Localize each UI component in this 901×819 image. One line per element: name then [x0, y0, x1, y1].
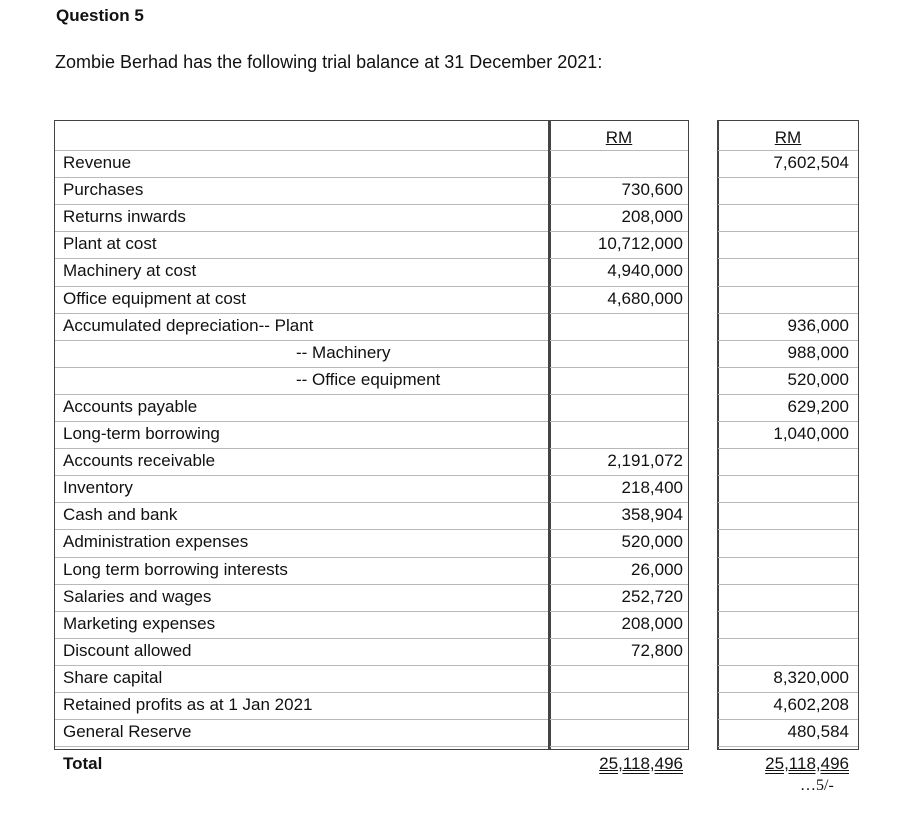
credit-header: RM	[774, 128, 802, 147]
row-credit: 936,000	[787, 316, 849, 335]
total-label: Total	[63, 754, 103, 773]
table-row	[54, 421, 859, 448]
table-row	[54, 231, 859, 258]
table-row	[54, 286, 859, 313]
row-label: Discount allowed	[63, 641, 192, 660]
row-debit: 4,680,000	[607, 289, 683, 308]
table-row	[54, 204, 859, 231]
row-label: Accounts payable	[63, 397, 198, 416]
question-heading: Question 5	[56, 6, 144, 25]
table-row	[54, 692, 859, 719]
row-label: General Reserve	[63, 722, 192, 741]
table-row	[54, 313, 859, 340]
table-row	[54, 638, 859, 665]
table-row	[54, 177, 859, 204]
row-label: Share capital	[63, 668, 163, 687]
table-row	[54, 719, 859, 746]
table-row	[54, 502, 859, 529]
row-credit: 520,000	[787, 370, 849, 389]
table-row	[54, 665, 859, 692]
row-debit: 2,191,072	[607, 451, 683, 470]
row-debit: 208,000	[621, 207, 683, 226]
total-row	[54, 752, 859, 778]
row-label: Long-term borrowing	[63, 424, 220, 443]
row-credit: 4,602,208	[773, 695, 849, 714]
row-label: -- Machinery	[296, 343, 391, 362]
debit-header: RM	[605, 128, 633, 147]
row-label: Administration expenses	[63, 532, 249, 551]
row-divider	[550, 746, 688, 747]
row-debit: 358,904	[621, 505, 683, 524]
row-debit: 218,400	[621, 478, 683, 497]
table-row	[54, 475, 859, 502]
trial-balance-table	[54, 120, 859, 750]
row-label: -- Office equipment	[296, 370, 441, 389]
row-debit: 26,000	[631, 560, 683, 579]
table-row	[54, 150, 859, 177]
row-credit: 629,200	[787, 397, 849, 416]
row-label: Returns inwards	[63, 207, 186, 226]
row-label: Cash and bank	[63, 505, 178, 524]
row-credit: 8,320,000	[773, 668, 849, 687]
row-label: Inventory	[63, 478, 133, 497]
row-label: Accumulated depreciation-- Plant	[63, 316, 314, 335]
row-debit: 730,600	[621, 180, 683, 199]
row-credit: 480,584	[787, 722, 849, 741]
table-row	[54, 394, 859, 421]
row-label: Marketing expenses	[63, 614, 216, 633]
table-row	[54, 340, 859, 367]
row-label: Purchases	[63, 180, 144, 199]
table-row	[54, 529, 859, 556]
row-label: Machinery at cost	[63, 261, 197, 280]
row-divider	[718, 746, 858, 747]
page-continuation: …5/-	[800, 777, 834, 794]
table-row	[54, 448, 859, 475]
row-debit: 10,712,000	[597, 234, 683, 253]
row-debit: 252,720	[621, 587, 683, 606]
table-row	[54, 258, 859, 285]
total-credit: 25,118,496	[765, 754, 849, 773]
row-label: Revenue	[63, 153, 132, 172]
table-row	[54, 557, 859, 584]
row-label: Plant at cost	[63, 234, 157, 253]
row-debit: 72,800	[631, 641, 683, 660]
table-row	[54, 611, 859, 638]
row-label: Accounts receivable	[63, 451, 216, 470]
row-label: Long term borrowing interests	[63, 560, 288, 579]
question-intro: Zombie Berhad has the following trial balance at 31 December 2021:	[55, 52, 603, 72]
row-label: Retained profits as at 1 Jan 2021	[63, 695, 313, 714]
row-credit: 7,602,504	[773, 153, 849, 172]
row-divider	[55, 746, 548, 747]
total-debit: 25,118,496	[599, 754, 683, 773]
row-debit: 520,000	[621, 532, 683, 551]
row-debit: 4,940,000	[607, 261, 683, 280]
table-row	[54, 367, 859, 394]
row-label: Salaries and wages	[63, 587, 212, 606]
row-credit: 988,000	[787, 343, 849, 362]
row-debit: 208,000	[621, 614, 683, 633]
row-label: Office equipment at cost	[63, 289, 247, 308]
table-row	[54, 584, 859, 611]
row-credit: 1,040,000	[773, 424, 849, 443]
